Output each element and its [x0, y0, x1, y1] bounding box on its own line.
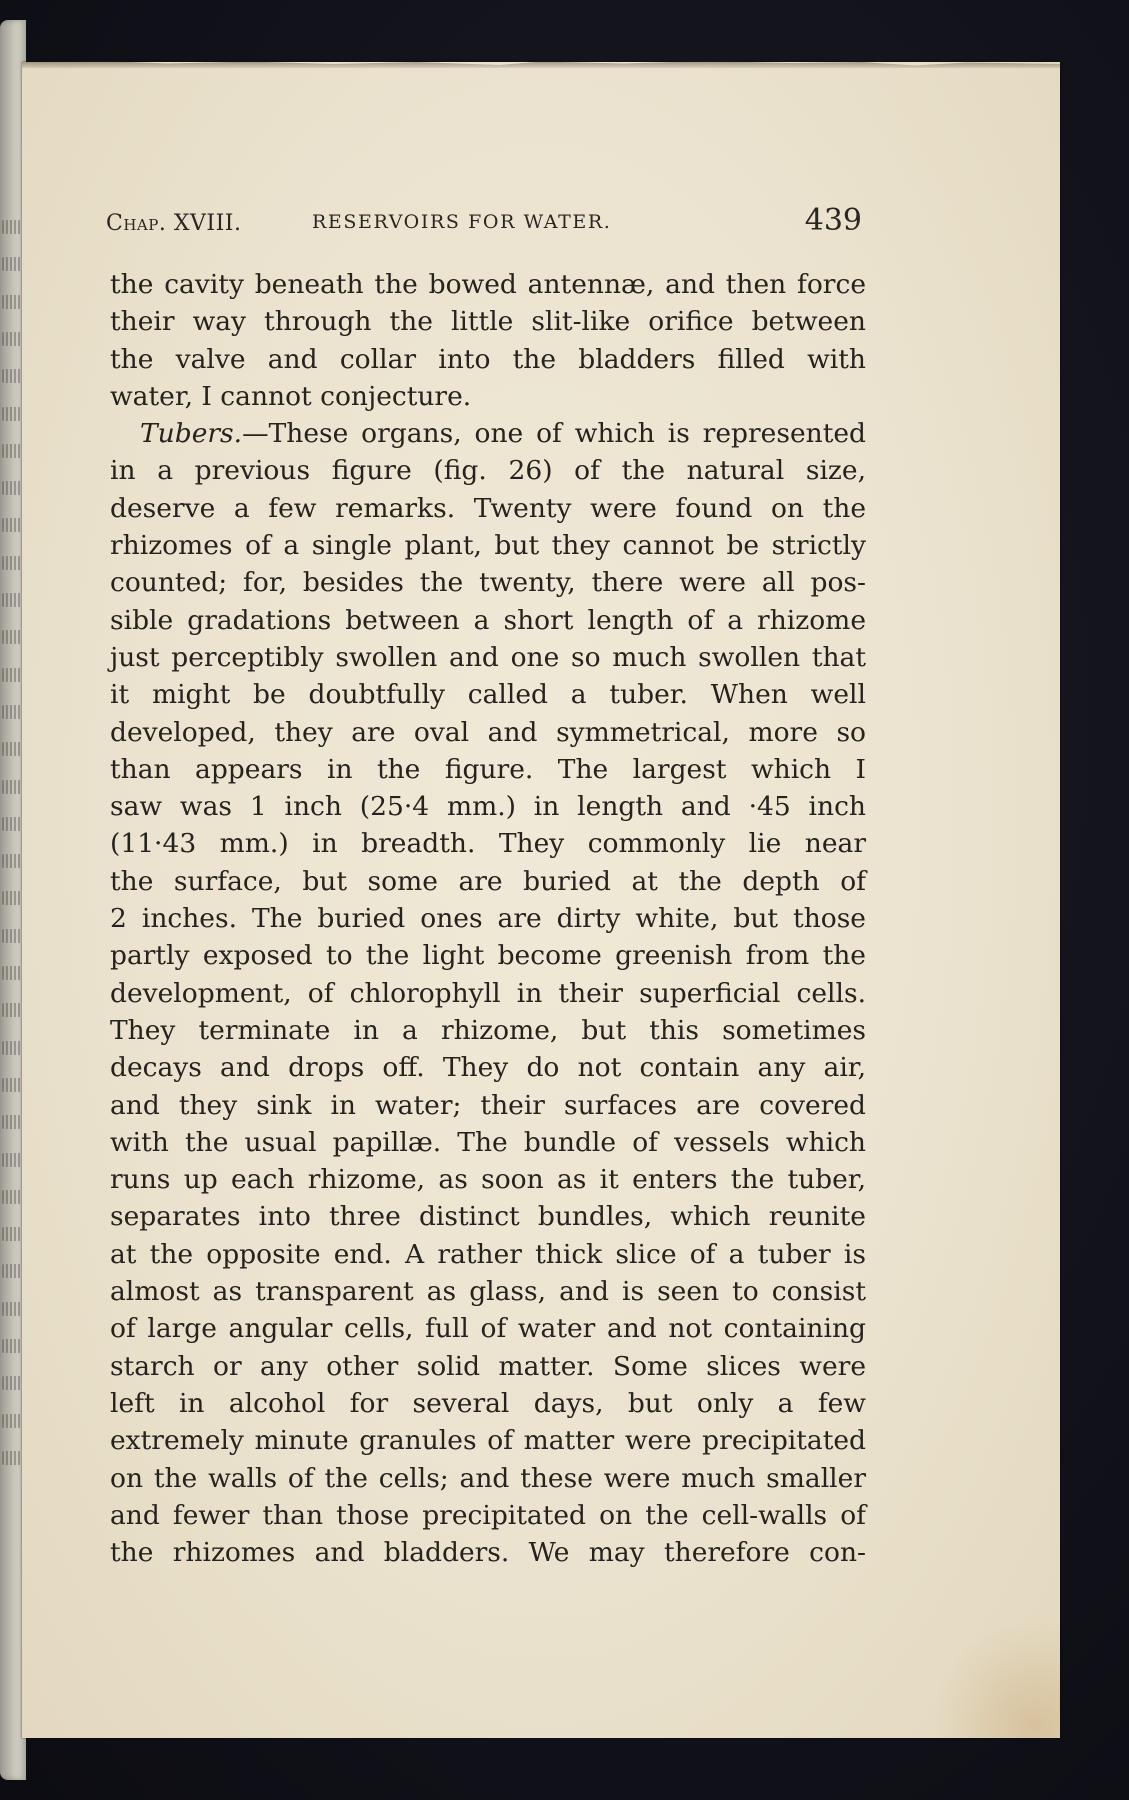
- text-line-content: sible gradations between a short length of a rhizome: [110, 604, 866, 636]
- previous-page-text-fragment: [2, 929, 22, 943]
- text-line-content: almost as transparent as glass, and is seen to consist: [110, 1276, 866, 1308]
- previous-page-text-fragment: [2, 668, 22, 682]
- body-text: [110, 266, 866, 1571]
- previous-page-text-fragment: [2, 369, 22, 383]
- text-line-content: and they sink in water; their surfaces are covered: [110, 1089, 866, 1121]
- text-line-content: left in alcohol for several days, but only a few: [110, 1387, 866, 1419]
- previous-page-text-fragment: [2, 1003, 22, 1017]
- previous-page-text-fragment: [2, 780, 22, 794]
- text-line-content: saw was 1 inch (25·4 mm.) in length and ·45 inch: [110, 791, 866, 823]
- text-line: [110, 1422, 866, 1459]
- previous-page-text-fragment: [2, 407, 22, 421]
- text-line-content: than appears in the figure. The largest which I: [110, 753, 866, 785]
- text-line: [110, 1534, 866, 1571]
- text-line-content: runs up each rhizome, as soon as it enters the tuber,: [110, 1164, 866, 1196]
- text-line: [110, 1198, 866, 1235]
- chapter-title: RESERVOIRS FOR WATER.: [312, 211, 612, 233]
- previous-page-text-fragment: [2, 518, 22, 532]
- text-line: [110, 714, 866, 751]
- text-line-content: decays and drops off. They do not contain any air,: [110, 1052, 866, 1084]
- text-line: [110, 639, 866, 676]
- previous-page-text-fragment: [2, 295, 22, 309]
- previous-page-text-fragment: [2, 1376, 22, 1390]
- previous-page-text-fragment: [2, 742, 22, 756]
- text-line: [110, 1460, 866, 1497]
- text-line: [110, 1310, 866, 1347]
- text-line: [110, 751, 866, 788]
- text-line: [110, 1087, 866, 1124]
- text-line-content: the cavity beneath the bowed antennæ, and then force: [110, 269, 866, 300]
- previous-page-text-fragment: [2, 1041, 22, 1055]
- text-line-content: and fewer than those precipitated on the cell-walls of: [110, 1499, 866, 1531]
- text-line-content: development, of chlorophyll in their superficial cells.: [110, 977, 866, 1009]
- previous-page-text-fragment: [2, 1414, 22, 1428]
- previous-page-text-fragment: [2, 1302, 22, 1316]
- previous-page-text-fragment: [2, 1227, 22, 1241]
- text-line-content: extremely minute granules of matter were precipitated: [110, 1425, 866, 1457]
- previous-page-text-fragment: [2, 705, 22, 719]
- text-line: [110, 1385, 866, 1422]
- text-line-content: deserve a few remarks. Twenty were found on the: [110, 492, 866, 524]
- text-line: [110, 975, 866, 1012]
- text-line: [110, 937, 866, 974]
- text-line: [110, 1273, 866, 1310]
- text-line: [110, 1161, 866, 1198]
- section-heading-inline: Tubers.: [140, 418, 243, 450]
- text-line: [110, 1348, 866, 1385]
- text-line-content: 2 inches. The buried ones are dirty white, but those: [110, 903, 866, 935]
- previous-page-text-fragment: [2, 257, 22, 271]
- text-line-content: it might be doubtfully called a tuber. When well: [110, 679, 866, 711]
- text-line-content: at the opposite end. A rather thick slice of a tuber is: [110, 1238, 866, 1270]
- water-stain: [930, 1618, 1060, 1738]
- text-line-content: with the usual papillæ. The bundle of vessels which: [110, 1126, 866, 1158]
- text-line-content: just perceptibly swollen and one so much swollen that: [110, 641, 866, 673]
- text-line-content: of large angular cells, full of water and not containing: [110, 1313, 866, 1345]
- previous-page-text-fragment: [2, 1339, 22, 1353]
- text-line: [110, 825, 866, 862]
- previous-page-text-fragment: [2, 332, 22, 346]
- text-line-content: separates into three distinct bundles, which reunite: [110, 1201, 866, 1233]
- page-number: 439: [804, 203, 862, 238]
- previous-page-text-fragment: [2, 556, 22, 570]
- text-line-content: —These organs, one of which is represented: [242, 418, 866, 450]
- previous-page-text-fragment: [2, 1190, 22, 1204]
- text-line: [110, 602, 866, 639]
- text-line-content: on the walls of the cells; and these were much smaller: [110, 1462, 866, 1494]
- text-line: [110, 900, 866, 937]
- previous-page-text-fragment: [2, 1078, 22, 1092]
- text-line: [110, 452, 866, 489]
- previous-page-text-fragment: [2, 1153, 22, 1167]
- text-line: [110, 303, 866, 340]
- text-line: [110, 341, 866, 378]
- previous-page-text-fragment: [2, 1264, 22, 1278]
- text-line-content: their way through the little slit-like orifice between: [110, 306, 866, 338]
- text-line: [110, 1012, 866, 1049]
- text-line: [110, 788, 866, 825]
- previous-page-text-fragment: [2, 854, 22, 868]
- text-line-content: the valve and collar into the bladders filled with: [110, 343, 866, 375]
- previous-page-text-fragment: [2, 891, 22, 905]
- text-line: [110, 378, 866, 415]
- text-line: [110, 676, 866, 713]
- text-line: [110, 1236, 866, 1273]
- previous-page-text-fragment: [2, 966, 22, 980]
- text-line-content: starch or any other solid matter. Some slices were: [110, 1350, 866, 1382]
- text-line-content: developed, they are oval and symmetrical, more so: [110, 716, 866, 748]
- text-line: [110, 863, 866, 900]
- text-line: [110, 1497, 866, 1534]
- previous-page-text-fragment: [2, 220, 22, 234]
- text-line-content: in a previous figure (fig. 26) of the natural size,: [110, 455, 866, 487]
- text-line: [110, 490, 866, 527]
- text-line-content: the surface, but some are buried at the depth of: [110, 865, 866, 897]
- text-line-content: They terminate in a rhizome, but this sometimes: [110, 1014, 866, 1046]
- text-line: [110, 1124, 866, 1161]
- previous-page-text-fragment: [2, 1115, 22, 1129]
- text-line: [110, 527, 866, 564]
- previous-page-text-fragment: [2, 481, 22, 495]
- text-line-content: the rhizomes and bladders. We may therefore con-: [110, 1537, 866, 1569]
- text-line: [110, 1049, 866, 1086]
- text-line: [110, 266, 866, 303]
- text-line: [110, 415, 866, 452]
- text-line: [110, 564, 866, 601]
- text-line-content: partly exposed to the light become greenish from the: [110, 940, 866, 972]
- text-line-content: water, I cannot conjecture.: [110, 380, 472, 412]
- previous-page-text-fragment: [2, 630, 22, 644]
- text-line-content: (11·43 mm.) in breadth. They commonly lie near: [110, 828, 866, 860]
- chapter-label: Chap. XVIII.: [106, 211, 242, 236]
- previous-page-text-fragment: [2, 444, 22, 458]
- previous-page-text-fragment: [2, 817, 22, 831]
- text-line-content: counted; for, besides the twenty, there were all pos-: [110, 567, 866, 599]
- previous-page-text-fragment: [2, 593, 22, 607]
- running-head: [106, 203, 862, 243]
- previous-page-text-fragment: [2, 1451, 22, 1465]
- text-line-content: rhizomes of a single plant, but they cannot be strictly: [110, 530, 866, 562]
